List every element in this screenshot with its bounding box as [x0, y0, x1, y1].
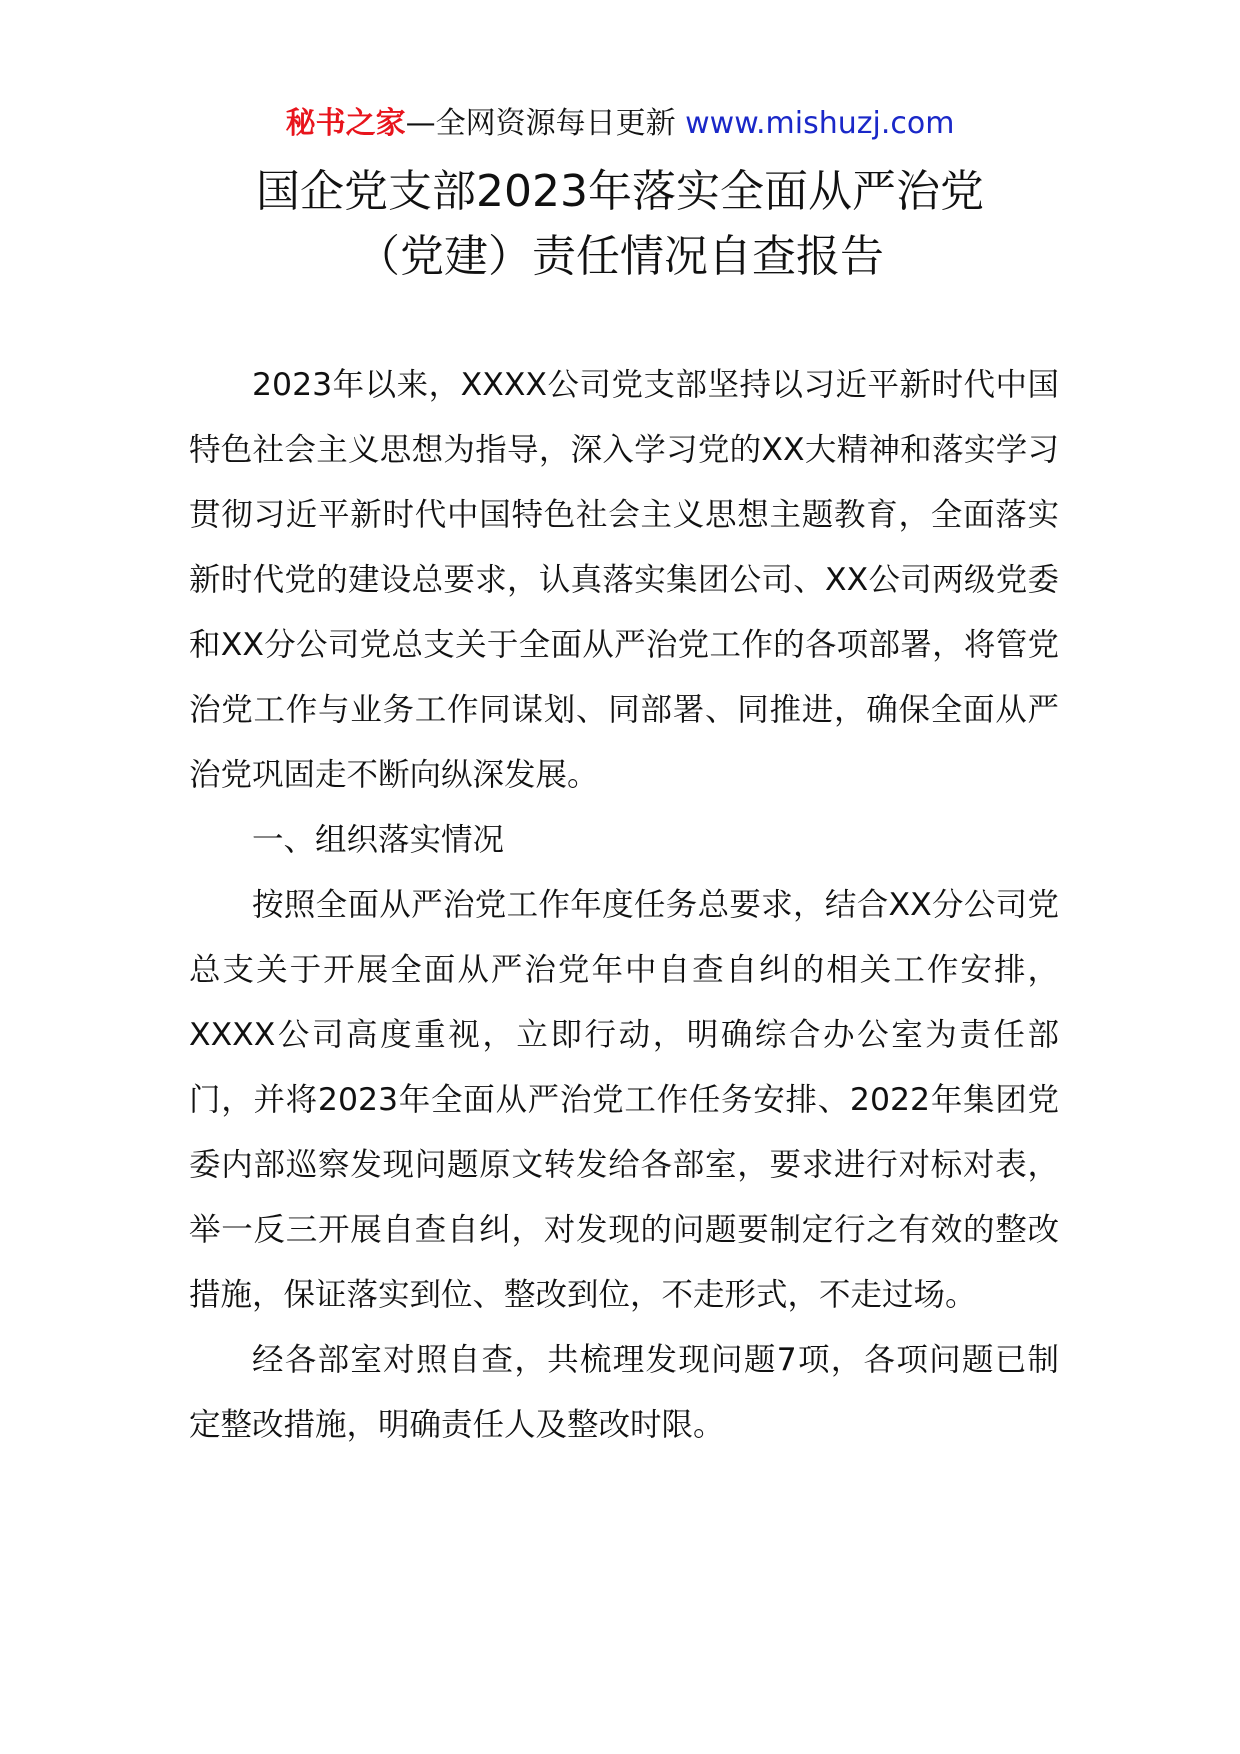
site-url-link[interactable]: www.mishuzj.com: [685, 106, 955, 141]
section-heading: 一、组织落实情况: [252, 822, 505, 858]
document-body: [189, 353, 1059, 1458]
site-header: [0, 102, 1240, 146]
site-brand: 秘书之家: [285, 106, 406, 141]
site-slogan: —全网资源每日更新: [405, 106, 686, 141]
document-title-line-2: （党建）责任情况自查报告: [356, 231, 884, 282]
body-paragraph: 经各部室对照自查，共梳理发现问题7项，各项问题已制定整改措施，明确责任人及整改时限。: [189, 1342, 1059, 1443]
body-paragraph: 2023年以来，XXXX公司党支部坚持以习近平新时代中国特色社会主义思想为指导，深入学习党的XX大精神和落实学习贯彻习近平新时代中国特色社会主义思想主题教育，全面落实新时代党的建设总要求，认真落实集团公司、XX公司两级党委和XX分公司党总支关于全面从严治党工作的各项部署，将管党治党工作与业务工作同谋划、同部署、同推进，确保全面从严治党巩固走不断向纵深发展。: [189, 367, 1059, 793]
body-paragraph: 按照全面从严治党工作年度任务总要求，结合XX分公司党总支关于开展全面从严治党年中自查自纠的相关工作安排，XXXX公司高度重视，立即行动，明确综合办公室为责任部门，并将2023年全面从严治党工作任务安排、2022年集团党委内部巡察发现问题原文转发给各部室，要求进行对标对表，举一反三开展自查自纠，对发现的问题要制定行之有效的整改措施，保证落实到位、整改到位，不走形式，不走过场。: [189, 887, 1059, 1313]
document-title-line-1: 国企党支部2023年落实全面从严治党: [256, 166, 984, 217]
